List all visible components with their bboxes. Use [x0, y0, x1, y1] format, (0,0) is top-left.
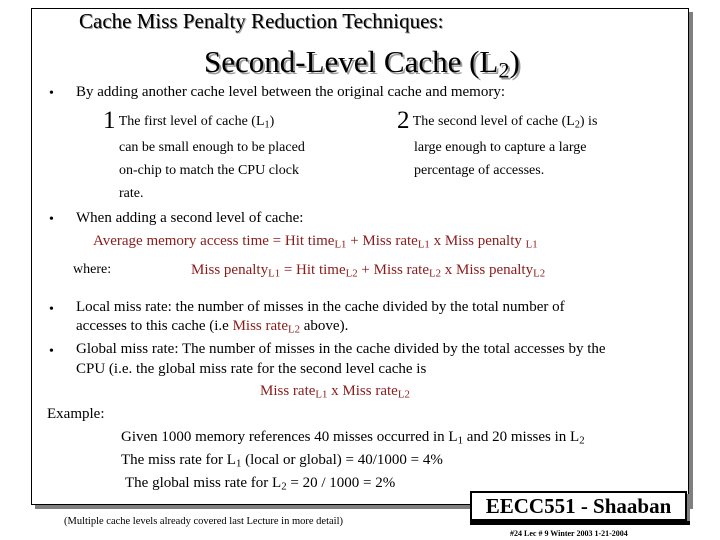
footnote: (Multiple cache levels already covered last Lecture in more detail) [64, 516, 343, 527]
point2-line2: large enough to capture a large [414, 140, 587, 155]
adding-text: When adding a second level of cache: [76, 210, 304, 226]
point1-line3: on-chip to match the CPU clock [119, 163, 300, 178]
example-line1: Given 1000 memory references 40 misses occurred in $L_1$ and 20 misses in $L_2$ [121, 429, 585, 447]
bullet-adding: • [49, 212, 54, 227]
footer-info: #24 Lec # 9 Winter 2003 1-21-2004 [510, 529, 628, 538]
bullet-local: • [49, 302, 54, 317]
bullet-intro: • [49, 86, 54, 101]
intro-text: By adding another cache level between the original cache and memory: [76, 84, 505, 100]
where-label: where: [73, 262, 112, 277]
point1-line2: can be small enough to be placed [119, 140, 305, 155]
example-label: Example: [47, 406, 105, 422]
course-badge-bar [470, 521, 690, 525]
course-badge: EECC551 - Shaaban [470, 491, 687, 521]
global-line2: CPU (i.e. the global miss rate for the second level cache is [76, 361, 427, 377]
local-line2: accesses to this cache (i.e Miss rate$_{L2}$ above). [76, 318, 349, 336]
slide-title: Second-Level Cache $(L_2)$ [204, 44, 520, 83]
example-line3: The global miss rate for $L_2 = 20 / 1000 = 2\%$ [125, 475, 396, 493]
point1-line1: 1 The first level of cache $(L_1)$ [103, 107, 275, 134]
global-line1: Global miss rate: The number of misses in the cache divided by the total accesses by the [76, 341, 606, 357]
bullet-global: • [49, 344, 54, 359]
topic-title: Cache Miss Penalty Reduction Techniques: [79, 9, 444, 33]
local-line1: Local miss rate: the number of misses in the cache divided by the total number of [76, 299, 565, 315]
example-line2: The miss rate for $L_1$ (local or global) = 40/1000 = 4% [121, 452, 443, 470]
amat-formula: Average memory access time = Hit time$_{L1}$ + Miss rate$_{L1}$ x Miss penalty $_{L1}$ [93, 233, 538, 251]
global-formula: Miss rate$_{L1}$ x Miss rate$_{L2}$ [260, 383, 410, 401]
point2-line3: percentage of accesses. [414, 163, 545, 178]
point1-line4: rate. [119, 186, 144, 201]
miss-penalty-formula: Miss penalty$_{L1}$ = Hit time$_{L2}$ + Miss rate$_{L2}$ x Miss penalty$_{L2}$ [191, 262, 546, 280]
point2-line1: 2 The second level of cache $(L_2)$ is [397, 107, 598, 134]
